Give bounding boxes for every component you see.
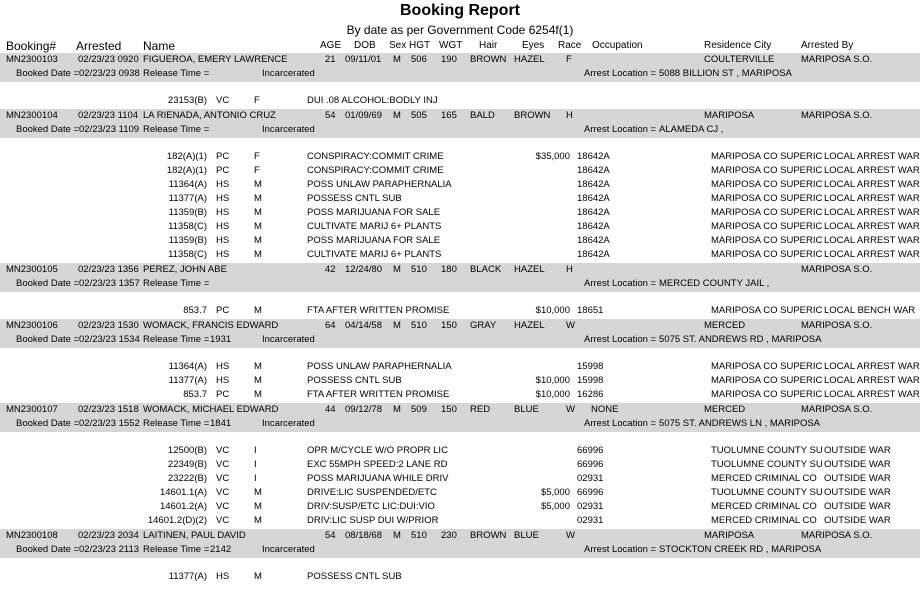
- charge-level: M: [254, 221, 262, 232]
- booked-date-value: 02/23/23 1534: [79, 334, 140, 345]
- charge-level: F: [254, 95, 260, 106]
- booking-race: W: [566, 530, 575, 541]
- charge-code: 11359(B): [168, 207, 207, 218]
- charge-description: POSS MARIJUANA WHILE DRIV: [307, 473, 449, 484]
- charge-level: I: [254, 473, 257, 484]
- custody-status: Incarcerated: [262, 334, 315, 345]
- booking-dob: 09/12/78: [345, 404, 382, 415]
- charge-level: M: [254, 389, 262, 400]
- charge-bail: $5,000: [540, 501, 570, 512]
- charge-type: HS: [216, 193, 230, 204]
- charge-case: 15998: [577, 361, 604, 372]
- booking-hair: BROWN: [470, 54, 507, 65]
- col-arrested-by: Arrested By: [801, 40, 854, 51]
- booking-dob: 04/14/58: [345, 320, 382, 331]
- charge-court: MARIPOSA CO SUPERIC: [711, 165, 823, 176]
- booking-name: FIGUEROA, EMERY LAWRENCE: [143, 54, 288, 65]
- col-residence: Residence City: [704, 40, 772, 51]
- charge-code: 11364(A): [168, 361, 207, 372]
- booking-hgt: 506: [411, 54, 427, 65]
- charge-type: VC: [216, 515, 230, 526]
- booking-eyes: HAZEL: [514, 320, 545, 331]
- booked-date-label: Booked Date =: [16, 278, 80, 289]
- release-time-label: Release Time =: [143, 544, 210, 555]
- charge-court: MARIPOSA CO SUPERIC: [711, 305, 823, 316]
- booked-date-label: Booked Date =: [16, 418, 80, 429]
- charge-court: MARIPOSA CO SUPERIC: [711, 193, 823, 204]
- arrest-location-label: Arrest Location =: [584, 418, 657, 429]
- charge-description: DUI .08 ALCOHOL:BODLY INJ: [307, 95, 438, 106]
- col-arrested: Arrested: [76, 39, 122, 53]
- charge-court: MERCED CRIMINAL CO: [711, 473, 817, 484]
- charge-bail: $5,000: [540, 487, 570, 498]
- booking-wgt: 180: [441, 264, 457, 275]
- booking-residence: MARIPOSA: [704, 530, 755, 541]
- charge-case: 18642A: [577, 179, 610, 190]
- release-time-value: 2142: [210, 544, 232, 555]
- arrest-location-value: STOCKTON CREEK RD , MARIPOSA: [659, 544, 822, 555]
- charge-warrant: LOCAL ARREST WAR: [824, 207, 920, 218]
- charge-type: VC: [216, 501, 230, 512]
- charge-court: MARIPOSA CO SUPERIC: [711, 389, 823, 400]
- charge-code: 23222(B): [167, 473, 207, 484]
- booking-arrested-by: MARIPOSA S.O.: [801, 110, 873, 121]
- arrest-location-value: 5088 BILLION ST , MARIPOSA: [659, 68, 792, 79]
- charge-level: F: [254, 165, 260, 176]
- release-time-value: 1841: [210, 418, 232, 429]
- booking-race: W: [566, 404, 575, 415]
- charge-warrant: LOCAL ARREST WAR: [824, 165, 920, 176]
- booking-dob: 01/09/69: [345, 110, 382, 121]
- charge-description: OPR M/CYCLE W/O PROPR LIC: [307, 445, 448, 456]
- charge-code: 853.7: [183, 305, 207, 316]
- charge-type: HS: [216, 235, 230, 246]
- booking-hair: RED: [470, 404, 491, 415]
- charge-court: MARIPOSA CO SUPERIC: [711, 221, 823, 232]
- charge-code: 11364(A): [168, 179, 207, 190]
- charge-level: M: [254, 305, 262, 316]
- charge-case: 66996: [577, 487, 604, 498]
- charge-bail: $10,000: [535, 375, 570, 386]
- booking-name: LA RIENADA, ANTONIO CRUZ: [143, 110, 276, 121]
- col-hgt: HGT: [409, 40, 431, 51]
- charge-level: F: [254, 151, 260, 162]
- charge-description: EXC 55MPH SPEED:2 LANE RD: [307, 459, 448, 470]
- charge-warrant: LOCAL ARREST WAR: [824, 193, 920, 204]
- arrest-location-label: Arrest Location =: [584, 278, 657, 289]
- charge-level: M: [254, 179, 262, 190]
- booking-eyes: HAZEL: [514, 54, 545, 65]
- charge-code: 11377(A): [168, 193, 207, 204]
- booking-age: 44: [325, 404, 336, 415]
- custody-status: Incarcerated: [262, 418, 315, 429]
- booking-hair: BLACK: [470, 264, 502, 275]
- charge-code: 14601.1(A): [159, 487, 207, 498]
- booking-residence: MARIPOSA: [704, 110, 755, 121]
- booking-wgt: 230: [441, 530, 457, 541]
- col-name: Name: [143, 39, 176, 53]
- release-time-label: Release Time =: [143, 418, 210, 429]
- charge-case: 18642A: [577, 249, 610, 260]
- charge-warrant: LOCAL BENCH WAR: [824, 305, 916, 316]
- booking-arrested-by: MARIPOSA S.O.: [801, 54, 873, 65]
- arrest-location-label: Arrest Location =: [584, 334, 657, 345]
- charge-type: VC: [216, 459, 230, 470]
- booking-sex: M: [393, 264, 401, 275]
- arrest-location-value: ALAMEDA CJ ,: [659, 124, 724, 135]
- charge-case: 18642A: [577, 221, 610, 232]
- charge-description: CULTIVATE MARIJ 6+ PLANTS: [307, 221, 442, 232]
- release-time-label: Release Time =: [143, 68, 210, 79]
- charge-court: MARIPOSA CO SUPERIC: [711, 361, 823, 372]
- charge-description: DRIV:SUSP/ETC LIC:DUI:VIO: [307, 501, 435, 512]
- charge-code: 182(A)(1): [166, 151, 207, 162]
- booking-hgt: 510: [411, 264, 427, 275]
- charge-court: MARIPOSA CO SUPERIC: [711, 151, 823, 162]
- charge-bail: $10,000: [535, 305, 570, 316]
- charge-level: M: [254, 235, 262, 246]
- booking-arrested: 02/23/23 0920: [78, 54, 139, 65]
- booking-dob: 12/24/80: [345, 264, 382, 275]
- charge-case: 15998: [577, 375, 604, 386]
- charge-warrant: OUTSIDE WAR: [824, 501, 891, 512]
- charge-type: VC: [216, 473, 230, 484]
- booking-arrested: 02/23/23 1356: [78, 264, 139, 275]
- charge-court: MERCED CRIMINAL CO: [711, 501, 817, 512]
- charge-court: MARIPOSA CO SUPERIC: [711, 207, 823, 218]
- charge-description: FTA AFTER WRITTEN PROMISE: [307, 305, 450, 316]
- booking-dob: 08/18/68: [345, 530, 382, 541]
- booking-arrested: 02/23/23 1104: [78, 110, 139, 121]
- charge-court: MARIPOSA CO SUPERIC: [711, 179, 823, 190]
- col-sex: Sex: [389, 40, 407, 51]
- charge-description: DRIVE:LIC SUSPENDED/ETC: [307, 487, 437, 498]
- booking-booking: MN2300107: [6, 404, 58, 415]
- booking-wgt: 190: [441, 54, 457, 65]
- booked-date-value: 02/23/23 0938: [79, 68, 140, 79]
- booking-eyes: BLUE: [514, 404, 539, 415]
- booking-booking: MN2300104: [6, 110, 58, 121]
- charge-level: M: [254, 487, 262, 498]
- charge-case: 18642A: [577, 165, 610, 176]
- charge-bail: $35,000: [535, 151, 570, 162]
- booking-booking: MN2300103: [6, 54, 58, 65]
- charge-court: MERCED CRIMINAL CO: [711, 515, 817, 526]
- booking-race: F: [566, 54, 572, 65]
- charge-warrant: OUTSIDE WAR: [824, 445, 891, 456]
- charge-level: M: [254, 375, 262, 386]
- charge-description: POSSESS CNTL SUB: [307, 193, 402, 204]
- arrest-location-value: 5075 ST. ANDREWS LN , MARIPOSA: [659, 418, 821, 429]
- booking-age: 42: [325, 264, 336, 275]
- booked-date-value: 02/23/23 1109: [79, 124, 140, 135]
- charge-case: 18651: [577, 305, 604, 316]
- charge-warrant: OUTSIDE WAR: [824, 515, 891, 526]
- charge-warrant: LOCAL ARREST WAR: [824, 389, 920, 400]
- booking-arrested: 02/23/23 1518: [78, 404, 139, 415]
- charge-court: MARIPOSA CO SUPERIC: [711, 375, 823, 386]
- booking-hgt: 509: [411, 404, 427, 415]
- booked-date-value: 02/23/23 1552: [79, 418, 140, 429]
- charge-code: 11377(A): [168, 375, 207, 386]
- charge-code: 11358(C): [168, 221, 207, 232]
- charge-level: I: [254, 459, 257, 470]
- booking-hair: BROWN: [470, 530, 507, 541]
- booking-hgt: 510: [411, 530, 427, 541]
- booking-arrested-by: MARIPOSA S.O.: [801, 320, 873, 331]
- charge-type: HS: [216, 221, 230, 232]
- charge-type: HS: [216, 375, 230, 386]
- charge-code: 11377(A): [168, 571, 207, 582]
- booking-name: WOMACK, FRANCIS EDWARD: [143, 320, 279, 331]
- charge-description: CONSPIRACY:COMMIT CRIME: [307, 151, 444, 162]
- charge-type: VC: [216, 487, 230, 498]
- arrest-location-label: Arrest Location =: [584, 544, 657, 555]
- custody-status: Incarcerated: [262, 68, 315, 79]
- charge-description: CULTIVATE MARIJ 6+ PLANTS: [307, 249, 442, 260]
- booking-sex: M: [393, 54, 401, 65]
- arrest-location-label: Arrest Location =: [584, 124, 657, 135]
- booking-race: W: [566, 320, 575, 331]
- booking-booking: MN2300106: [6, 320, 58, 331]
- charge-description: POSS MARIJUANA FOR SALE: [307, 235, 441, 246]
- booking-eyes: BROWN: [514, 110, 551, 121]
- booking-arrested-by: MARIPOSA S.O.: [801, 404, 873, 415]
- charge-case: 18642A: [577, 151, 610, 162]
- charge-description: POSS MARIJUANA FOR SALE: [307, 207, 441, 218]
- charge-level: M: [254, 515, 262, 526]
- charge-level: M: [254, 501, 262, 512]
- charge-type: HS: [216, 249, 230, 260]
- charge-type: VC: [216, 445, 230, 456]
- arrest-location-value: 5075 ST. ANDREWS RD , MARIPOSA: [659, 334, 822, 345]
- charge-warrant: LOCAL ARREST WAR: [824, 151, 920, 162]
- charge-code: 12500(B): [167, 445, 207, 456]
- charge-warrant: LOCAL ARREST WAR: [824, 375, 920, 386]
- charge-code: 14601.2(D)(2): [147, 515, 207, 526]
- charge-description: POSS UNLAW PARAPHERNALIA: [307, 361, 452, 372]
- charge-type: PC: [216, 165, 230, 176]
- charge-level: M: [254, 361, 262, 372]
- charge-code: 853.7: [183, 389, 207, 400]
- charge-court: MARIPOSA CO SUPERIC: [711, 235, 823, 246]
- booking-name: WOMACK, MICHAEL EDWARD: [143, 404, 279, 415]
- booking-residence: MERCED: [704, 320, 746, 331]
- charge-bail: $10,000: [535, 389, 570, 400]
- booked-date-label: Booked Date =: [16, 124, 80, 135]
- booking-race: H: [566, 264, 573, 275]
- booking-name: PEREZ, JOHN ABE: [143, 264, 227, 275]
- charge-warrant: OUTSIDE WAR: [824, 473, 891, 484]
- charge-case: 66996: [577, 459, 604, 470]
- charge-case: 18642A: [577, 193, 610, 204]
- booking-booking: MN2300108: [6, 530, 58, 541]
- booking-wgt: 150: [441, 404, 457, 415]
- col-wgt: WGT: [439, 40, 463, 51]
- release-time-value: 1931: [210, 334, 232, 345]
- booking-arrested: 02/23/23 1530: [78, 320, 139, 331]
- charge-type: HS: [216, 207, 230, 218]
- col-occupation: Occupation: [592, 40, 643, 51]
- charge-level: M: [254, 193, 262, 204]
- charge-code: 182(A)(1): [166, 165, 207, 176]
- booking-arrested-by: MARIPOSA S.O.: [801, 530, 873, 541]
- booked-date-label: Booked Date =: [16, 544, 80, 555]
- charge-type: HS: [216, 361, 230, 372]
- charge-warrant: LOCAL ARREST WAR: [824, 361, 920, 372]
- booked-date-value: 02/23/23 1357: [79, 278, 140, 289]
- charge-type: PC: [216, 151, 230, 162]
- col-eyes: Eyes: [522, 40, 545, 51]
- charge-type: HS: [216, 571, 230, 582]
- booking-residence: COULTERVILLE: [704, 54, 775, 65]
- booking-residence: MERCED: [704, 404, 746, 415]
- charge-description: CONSPIRACY:COMMIT CRIME: [307, 165, 444, 176]
- report-subtitle: By date as per Government Code 6254f(1): [346, 23, 574, 37]
- charge-description: FTA AFTER WRITTEN PROMISE: [307, 389, 450, 400]
- booking-sex: M: [393, 404, 401, 415]
- booked-date-label: Booked Date =: [16, 68, 80, 79]
- charge-warrant: LOCAL ARREST WAR: [824, 235, 920, 246]
- charge-warrant: OUTSIDE WAR: [824, 487, 891, 498]
- booking-hgt: 510: [411, 320, 427, 331]
- charge-court: TUOLUMNE COUNTY SU: [711, 487, 823, 498]
- arrest-location-value: MERCED COUNTY JAIL ,: [659, 278, 770, 289]
- booking-race: H: [566, 110, 573, 121]
- release-time-label: Release Time =: [143, 278, 210, 289]
- charge-warrant: LOCAL ARREST WAR: [824, 249, 920, 260]
- charge-description: POSS UNLAW PARAPHERNALIA: [307, 179, 452, 190]
- booking-booking: MN2300105: [6, 264, 58, 275]
- booking-hgt: 505: [411, 110, 427, 121]
- custody-status: Incarcerated: [262, 124, 315, 135]
- charge-case: 02931: [577, 501, 604, 512]
- booking-wgt: 165: [441, 110, 457, 121]
- release-time-label: Release Time =: [143, 334, 210, 345]
- charge-case: 18642A: [577, 235, 610, 246]
- charge-description: DRIV:LIC SUSP DUI W/PRIOR: [307, 515, 439, 526]
- charge-court: MARIPOSA CO SUPERIC: [711, 249, 823, 260]
- booking-age: 54: [325, 530, 336, 541]
- booking-age: 54: [325, 110, 336, 121]
- charge-type: VC: [216, 95, 230, 106]
- charge-level: M: [254, 249, 262, 260]
- custody-status: Incarcerated: [262, 544, 315, 555]
- col-age: AGE: [320, 40, 342, 51]
- col-dob: DOB: [354, 40, 376, 51]
- report-title: Booking Report: [400, 2, 520, 19]
- charge-code: 23153(B): [167, 95, 207, 106]
- charge-court: TUOLUMNE COUNTY SU: [711, 459, 823, 470]
- charge-warrant: OUTSIDE WAR: [824, 459, 891, 470]
- booking-name: LAITINEN, PAUL DAVID: [143, 530, 246, 541]
- booking-sex: M: [393, 110, 401, 121]
- charge-type: HS: [216, 179, 230, 190]
- charge-level: M: [254, 571, 262, 582]
- charge-case: 02931: [577, 473, 604, 484]
- booking-wgt: 150: [441, 320, 457, 331]
- charge-case: 66996: [577, 445, 604, 456]
- col-race: Race: [558, 40, 582, 51]
- booking-occupation: NONE: [591, 404, 619, 415]
- booking-arrested-by: MARIPOSA S.O.: [801, 264, 873, 275]
- booking-hair: BALD: [470, 110, 495, 121]
- charge-type: PC: [216, 305, 230, 316]
- charge-code: 11358(C): [168, 249, 207, 260]
- charge-case: 18642A: [577, 207, 610, 218]
- booking-sex: M: [393, 530, 401, 541]
- booking-eyes: BLUE: [514, 530, 539, 541]
- charge-code: 22349(B): [167, 459, 207, 470]
- arrest-location-label: Arrest Location =: [584, 68, 657, 79]
- charge-warrant: LOCAL ARREST WAR: [824, 221, 920, 232]
- release-time-label: Release Time =: [143, 124, 210, 135]
- col-booking: Booking#: [6, 39, 57, 53]
- charge-description: POSSESS CNTL SUB: [307, 375, 402, 386]
- booking-age: 64: [325, 320, 336, 331]
- charge-case: 02931: [577, 515, 604, 526]
- charge-case: 16286: [577, 389, 604, 400]
- booking-hair: GRAY: [470, 320, 497, 331]
- booked-date-value: 02/23/23 2113: [79, 544, 140, 555]
- charge-description: POSSESS CNTL SUB: [307, 571, 402, 582]
- charge-code: 14601.2(A): [159, 501, 207, 512]
- col-hair: Hair: [479, 40, 498, 51]
- booking-eyes: HAZEL: [514, 264, 545, 275]
- booking-age: 21: [325, 54, 336, 65]
- charge-court: TUOLUMNE COUNTY SU: [711, 445, 823, 456]
- charge-code: 11359(B): [168, 235, 207, 246]
- charge-level: M: [254, 207, 262, 218]
- booked-date-label: Booked Date =: [16, 334, 80, 345]
- booking-sex: M: [393, 320, 401, 331]
- booking-dob: 09/11/01: [345, 54, 382, 65]
- booking-arrested: 02/23/23 2034: [78, 530, 139, 541]
- charge-type: PC: [216, 389, 230, 400]
- charge-level: I: [254, 445, 257, 456]
- charge-warrant: LOCAL ARREST WAR: [824, 179, 920, 190]
